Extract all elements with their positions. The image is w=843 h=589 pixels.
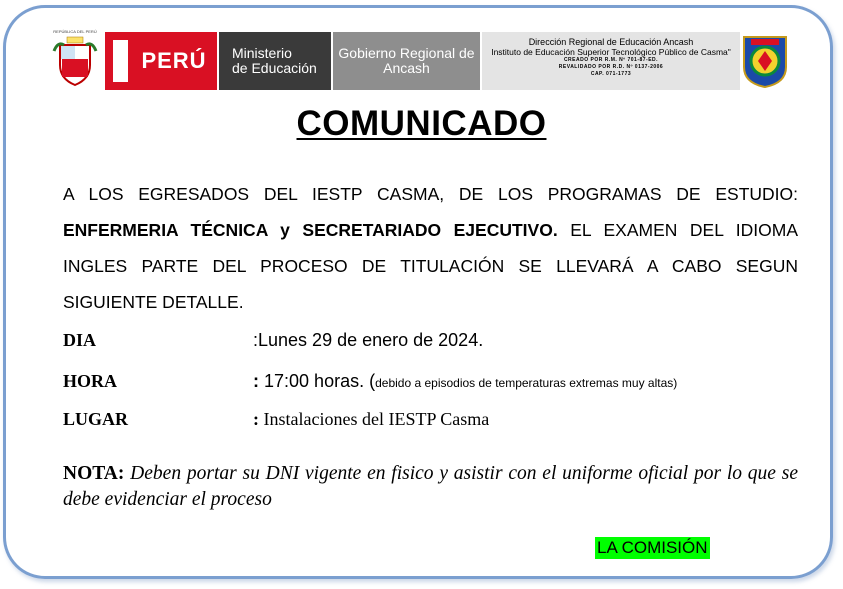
inst-line2: Instituto de Educación Superior Tecnológico Público de Casma" (491, 47, 731, 57)
hora-value (253, 371, 677, 392)
lugar-label: LUGAR (63, 409, 129, 429)
peru-label: PERÚ (141, 48, 207, 73)
hora-label: HORA (63, 371, 117, 391)
institute-box (482, 32, 740, 90)
ministry-line2: de Educación (232, 60, 317, 76)
regional-government-logo (333, 32, 480, 90)
ministry-line1: Ministerio (232, 45, 292, 61)
hora-note: debido a episodios de temperaturas extremas muy altas) (375, 376, 678, 390)
inst-line5: CAP. 071-1773 (590, 71, 632, 77)
intro-part2: EL EXAMEN DEL IDIOMA INGLES PARTE DEL PROCESO DE TITULACIÓN SE LLEVARÁ A CABO SEGUN SIGUIENTE DETALLE. (63, 220, 798, 312)
ministry-logo (219, 32, 331, 90)
gore-line2: Ancash (383, 60, 430, 76)
nota-text: Deben portar su DNI vigente en fisico y asistir con el uniforme oficial por lo que se debe evidenciar el proceso (63, 463, 798, 510)
page-title (0, 104, 843, 144)
nota-label: NOTA: (63, 463, 125, 484)
signature-comision: LA COMISIÓN (597, 538, 708, 557)
lugar-sep: : (253, 409, 259, 429)
dia-label: DIA (63, 330, 97, 350)
lugar-text: Instalaciones del IESTP Casma (263, 409, 490, 429)
hora-sep: : (253, 371, 259, 391)
intro-part1: A LOS EGRESADOS DEL IESTP CASMA, DE LOS PROGRAMAS DE ESTUDIO: (63, 184, 798, 204)
shield-caption: REPÚBLICA DEL PERÚ (53, 29, 97, 34)
lugar-value (253, 409, 489, 430)
title-text: COMUNICADO (296, 104, 547, 143)
header-logos (48, 29, 775, 91)
intro-bold-programs: ENFERMERIA TÉCNICA y SECRETARIADO EJECUTIVO. (63, 220, 558, 240)
dia-sep: : (253, 330, 259, 350)
inst-line3: CREADO POR R.M. Nº 701-87-ED. (563, 57, 659, 63)
flag-icon (109, 40, 128, 82)
inst-line4: REVALIDADO POR R.D. Nº 0137-2006 (558, 64, 664, 70)
gore-line1: Gobierno Regional de (338, 45, 475, 61)
nota-paragraph (63, 461, 798, 513)
hora-text: 17:00 horas. ( (264, 371, 376, 391)
institute-emblem-icon (741, 31, 789, 89)
dia-text: Lunes 29 de enero de 2024. (258, 330, 484, 350)
intro-paragraph (63, 176, 798, 320)
dia-value (253, 330, 483, 351)
peru-logo (105, 32, 217, 90)
coat-of-arms-icon (52, 31, 98, 89)
inst-line1: Dirección Regional de Educación Ancash (528, 37, 694, 47)
